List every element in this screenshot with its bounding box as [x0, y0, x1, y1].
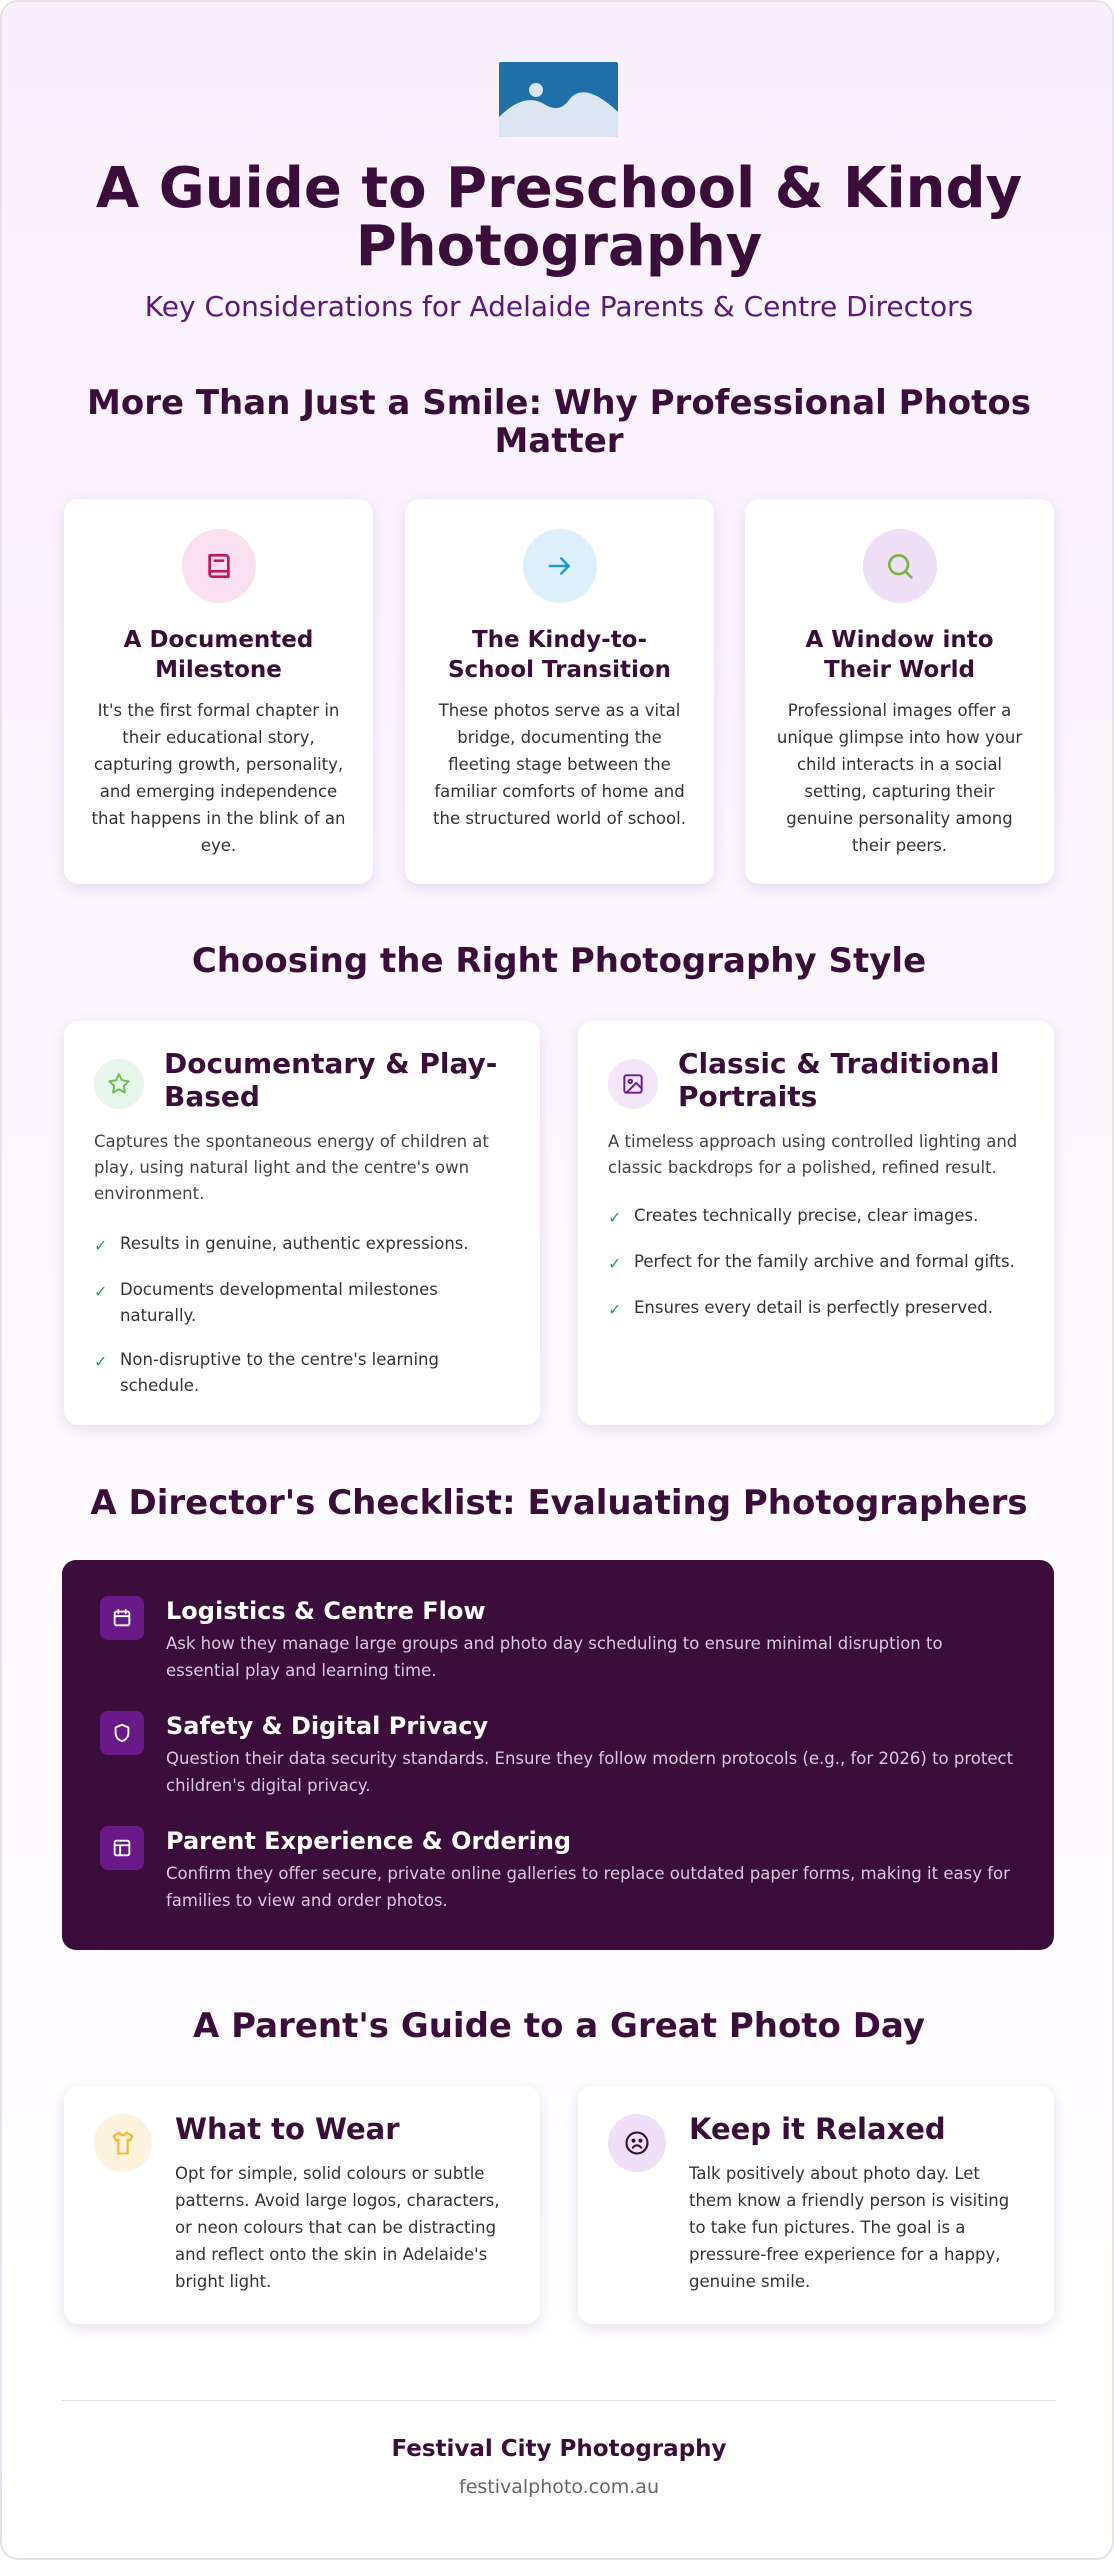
keep-relaxed-card [578, 2086, 1054, 2324]
checklist-item-title: Safety & Digital Privacy [166, 1712, 489, 1740]
checklist-item-title: Parent Experience & Ordering [166, 1827, 572, 1855]
card-title: A Window into Their World [805, 627, 994, 683]
picture-icon [608, 1059, 658, 1109]
shirt-icon [94, 2114, 152, 2172]
list-item: ✓ Documents developmental milestones naturally. [94, 1277, 510, 1329]
list-item: ✓ Ensures every detail is perfectly preserved. [608, 1295, 1024, 1323]
style-card-title: Documentary & Play-Based [164, 1047, 498, 1113]
list-item: ✓ Creates technically precise, clear images. [608, 1203, 1024, 1231]
checklist-item-logistics [100, 1596, 1016, 1684]
arrow-right-icon [523, 529, 597, 603]
shield-icon [100, 1711, 144, 1755]
list-item: ✓ Results in genuine, authentic expressions. [94, 1231, 510, 1259]
checklist-item-text: Question their data security standards. Ensure they follow modern protocols (e.g., for 2026) to protect children's digital privacy. [166, 1749, 1014, 1795]
check-icon: ✓ [608, 1208, 622, 1227]
why-section-title: More Than Just a Smile: Why Professional Photos Matter [87, 383, 1031, 461]
footer-company-name: Festival City Photography [391, 2436, 727, 2462]
style-card-title: Classic & Traditional Portraits [678, 1047, 1000, 1113]
list-item: ✓ Non-disruptive to the centre's learning schedule. [94, 1347, 510, 1399]
star-icon [94, 1059, 144, 1109]
what-to-wear-card [64, 2086, 540, 2324]
director-checklist [62, 1560, 1054, 1950]
face-icon [608, 2114, 666, 2172]
parent-section-title: A Parent's Guide to a Great Photo Day [192, 2006, 926, 2046]
checklist-item-safety [100, 1711, 1016, 1799]
style-card-description: Captures the spontaneous energy of children at play, using natural light and the centre's own environment. [94, 1132, 489, 1203]
documentary-style-card [64, 1021, 540, 1425]
card-text: Professional images offer a unique glimpse into how your child interacts in a social setting, capturing their genuine personality among their peers. [776, 701, 1023, 855]
parent-card-title: Keep it Relaxed [689, 2112, 946, 2146]
check-icon: ✓ [608, 1300, 622, 1319]
transition-card [405, 499, 714, 884]
card-text: It's the first formal chapter in their educational story, capturing growth, personality, and emerging independence that happens in the blink of an eye. [91, 701, 346, 855]
footer-website-link[interactable]: festivalphoto.com.au [459, 2476, 659, 2498]
checklist-section-title: A Director's Checklist: Evaluating Photographers [90, 1483, 1028, 1523]
milestone-card [64, 499, 373, 884]
checklist-item-parent-experience [100, 1826, 1016, 1914]
card-text: These photos serve as a vital bridge, documenting the fleeting stage between the familiar comforts of home and the structured world of school. [433, 701, 686, 828]
footer-divider [62, 2400, 1056, 2401]
check-icon: ✓ [608, 1254, 622, 1273]
parent-card-text: Talk positively about photo day. Let them know a friendly person is visiting to take fun pictures. The goal is a pressure-free experience for a happy, genuine smile. [689, 2164, 1010, 2291]
parent-card-text: Opt for simple, solid colours or subtle patterns. Avoid large logos, characters, or neon colours that can be distracting and reflect onto the skin in Adelaide's bright light. [175, 2164, 500, 2291]
style-points-list [94, 1231, 510, 1417]
card-title: A Documented Milestone [123, 627, 314, 683]
style-points-list [608, 1203, 1024, 1341]
search-icon [863, 529, 937, 603]
layout-icon [100, 1826, 144, 1870]
window-card [745, 499, 1054, 884]
checklist-item-text: Ask how they manage large groups and photo day scheduling to ensure minimal disruption to essential play and learning time. [166, 1634, 943, 1680]
check-icon: ✓ [94, 1236, 108, 1255]
card-title: The Kindy-to-School Transition [447, 627, 672, 683]
page-subtitle: Key Considerations for Adelaide Parents & Centre Directors [144, 290, 974, 323]
landscape-image-icon [499, 62, 618, 137]
style-card-description: A timeless approach using controlled lighting and classic backdrops for a polished, refined result. [608, 1132, 1018, 1177]
checklist-item-title: Logistics & Centre Flow [166, 1597, 486, 1625]
style-section-title: Choosing the Right Photography Style [191, 941, 927, 981]
checklist-item-text: Confirm they offer secure, private online galleries to replace outdated paper forms, making it easy for families to view and order photos. [166, 1864, 1010, 1910]
classic-style-card [578, 1021, 1054, 1425]
page-title: A Guide to Preschool & Kindy Photography [95, 156, 1023, 279]
calendar-icon [100, 1596, 144, 1640]
parent-card-title: What to Wear [175, 2112, 400, 2146]
list-item: ✓ Perfect for the family archive and formal gifts. [608, 1249, 1024, 1277]
book-icon [182, 529, 256, 603]
check-icon: ✓ [94, 1282, 108, 1301]
check-icon: ✓ [94, 1352, 108, 1371]
